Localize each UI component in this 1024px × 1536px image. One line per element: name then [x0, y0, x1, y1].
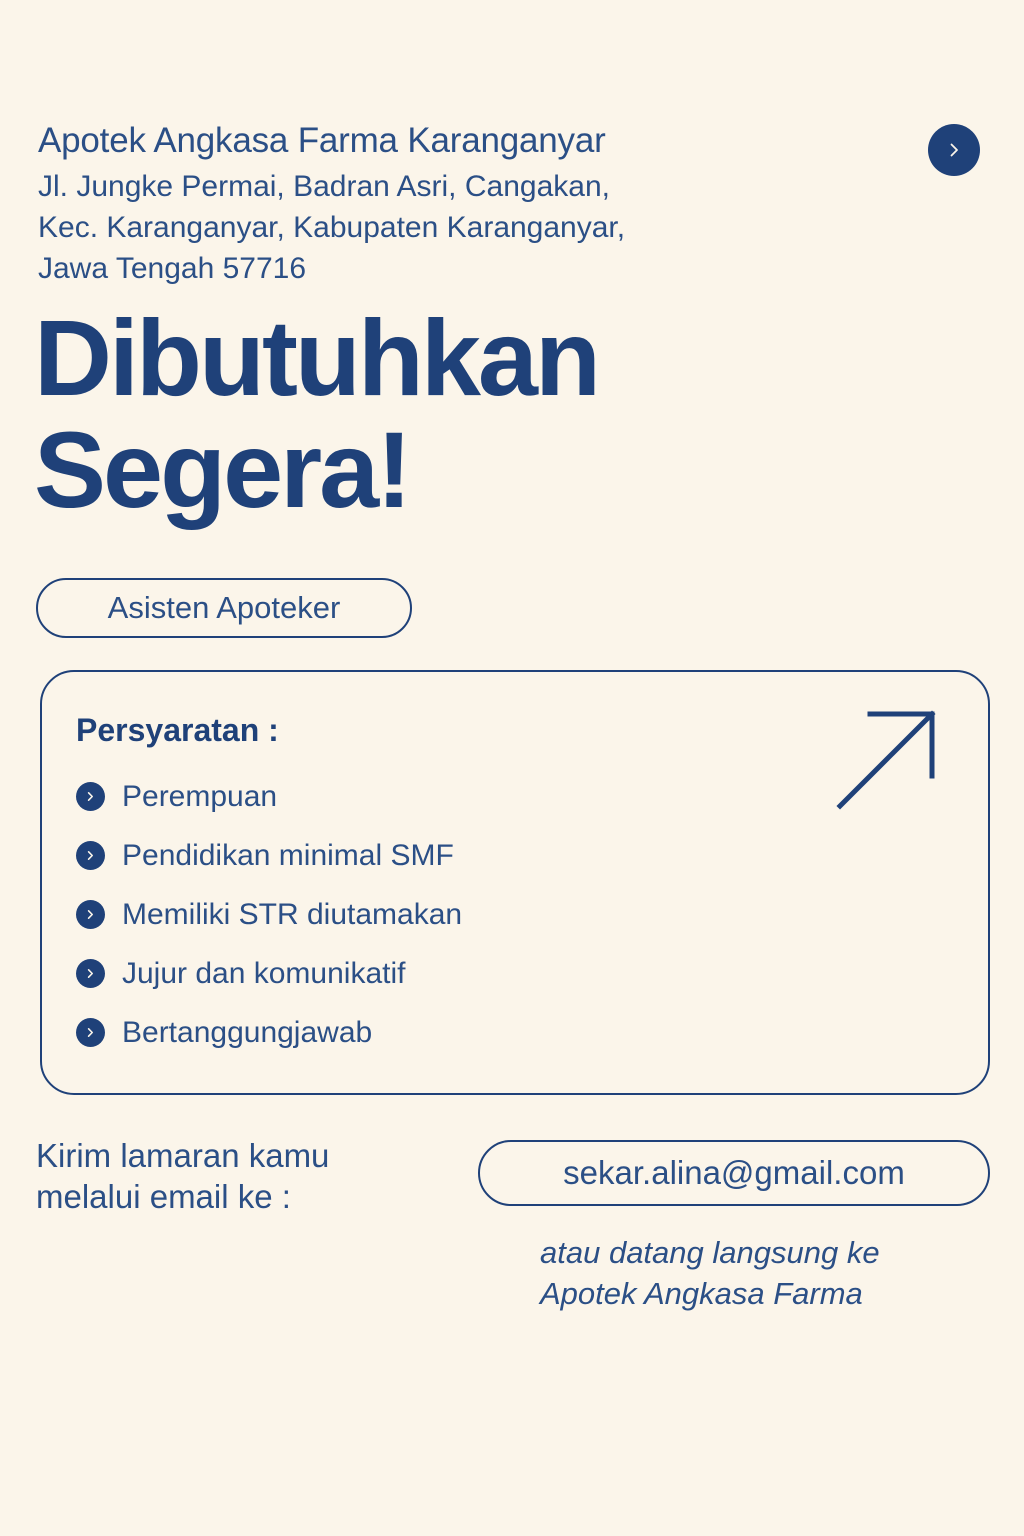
requirements-list — [76, 767, 462, 1062]
requirement-text: Pendidikan minimal SMF — [122, 838, 454, 872]
requirements-card — [40, 670, 990, 1095]
headline-line-2: Segera! — [34, 408, 410, 530]
address-line-2: Kec. Karanganyar, Kabupaten Karanganyar, — [38, 211, 626, 244]
chevron-right-icon — [76, 959, 105, 988]
role-label: Asisten Apoteker — [107, 590, 341, 625]
chevron-right-icon — [944, 140, 964, 160]
walkin-line-2: Apotek Angkasa Farma — [540, 1276, 863, 1311]
chevron-right-icon — [76, 900, 105, 929]
send-instruction-line-1: Kirim lamaran kamu — [36, 1137, 330, 1174]
organization-address — [38, 166, 818, 289]
email-badge[interactable] — [478, 1140, 990, 1206]
list-item — [76, 826, 462, 885]
requirement-text: Memiliki STR diutamakan — [122, 897, 463, 931]
arrow-up-right-icon — [832, 704, 942, 814]
headline-line-1: Dibutuhkan — [34, 297, 598, 418]
organization-header — [38, 118, 818, 289]
address-line-1: Jl. Jungke Permai, Badran Asri, Cangakan, — [38, 170, 610, 203]
role-badge — [36, 578, 412, 638]
address-line-3: Jawa Tengah 57716 — [38, 252, 307, 285]
list-item — [76, 767, 462, 826]
page-title — [34, 297, 598, 530]
email-address: sekar.alina@gmail.com — [563, 1154, 905, 1191]
list-item — [76, 1003, 462, 1062]
walkin-note — [540, 1232, 880, 1314]
send-instruction-line-2: melalui email ke : — [36, 1178, 291, 1215]
list-item — [76, 944, 462, 1003]
walkin-line-1: atau datang langsung ke — [540, 1235, 880, 1270]
chevron-right-icon — [76, 841, 105, 870]
requirements-title: Persyaratan : — [76, 712, 279, 748]
chevron-right-icon — [76, 1018, 105, 1047]
organization-name: Apotek Angkasa Farma Karanganyar — [38, 121, 606, 160]
chevron-right-icon — [76, 782, 105, 811]
send-instruction — [36, 1135, 436, 1217]
requirement-text: Bertanggungjawab — [122, 1015, 373, 1049]
requirement-text: Jujur dan komunikatif — [122, 956, 406, 990]
list-item — [76, 885, 462, 944]
chevron-right-badge[interactable] — [928, 124, 980, 176]
requirement-text: Perempuan — [122, 779, 278, 813]
